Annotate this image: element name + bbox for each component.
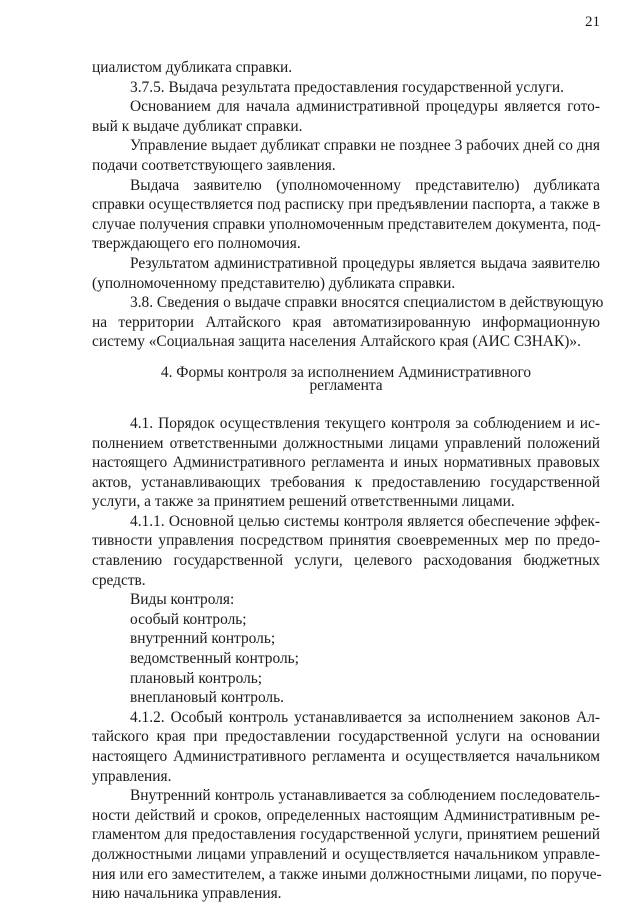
text-line: 4.1.2. Особый контроль устанавливается за исполнением законов Ал- bbox=[130, 708, 600, 726]
text-line: внеплановый контроль. bbox=[130, 689, 284, 707]
text-line: Результатом административной процедуры является выдача заявителю bbox=[130, 254, 600, 272]
text-line: внутренний контроль; bbox=[130, 630, 276, 648]
text-line: особый контроль; bbox=[130, 610, 247, 628]
section-title bbox=[92, 363, 600, 394]
text-line: тивности управления посредством принятия своевременных мер по предо- bbox=[92, 532, 600, 550]
section-title-line: регламента bbox=[309, 376, 383, 394]
text-line: полнением ответственными должностными лицами управлений положений bbox=[92, 434, 600, 452]
text-line: ставлению государственной услуги, целевого расходования бюджетных bbox=[92, 552, 600, 570]
text-line: гламентом для предоставления государственной услуги, принятием решений bbox=[92, 826, 600, 844]
text-line: средств. bbox=[92, 571, 146, 589]
text-line: справки осуществляется под расписку при предъявлении паспорта, а также в bbox=[92, 196, 600, 214]
page-number: 21 bbox=[585, 14, 600, 30]
section-title-line: 4. Формы контроля за исполнением Административного bbox=[160, 363, 532, 381]
text-line: вый к выдаче дубликат справки. bbox=[92, 117, 303, 135]
document-body bbox=[92, 58, 604, 904]
text-line: 4.1. Порядок осуществления текущего контроля за соблюдением и ис- bbox=[130, 414, 600, 432]
text-line: на территории Алтайского края автоматизированную информационную bbox=[92, 313, 600, 331]
text-line: Управление выдает дубликат справки не позднее 3 рабочих дней со дня bbox=[130, 137, 600, 155]
text-line: настоящего Административного регламента и осуществляется начальником bbox=[92, 748, 600, 765]
text-line: Внутренний контроль устанавливается за соблюдением последователь- bbox=[130, 787, 600, 805]
text-line: ния или его заместителем, а также иными должностными лицами, по поруче- bbox=[92, 865, 602, 883]
text-line: 4.1.1. Основной целью системы контроля является обеспечение эффек- bbox=[130, 512, 600, 530]
text-line: Виды контроля: bbox=[130, 591, 235, 609]
text-line: 3.8. Сведения о выдаче справки вносятся специалистом в действующую bbox=[130, 294, 604, 312]
text-line: систему «Социальная защита населения Алтайского края (АИС СЗНАК)». bbox=[92, 333, 581, 351]
text-line: Основанием для начала административной процедуры является гото- bbox=[130, 98, 600, 116]
text-line: должностными лицами управлений и осуществляется начальником управле- bbox=[92, 845, 600, 863]
text-line: случае получения справки уполномоченным представителем документа, под- bbox=[92, 215, 601, 233]
text-line: циалистом дубликата справки. bbox=[92, 59, 293, 76]
text-line: настоящего Административного регламента и иных нормативных правовых bbox=[92, 454, 600, 472]
text-line: актов, устанавливающих требования к предоставлению государственной bbox=[92, 473, 600, 491]
text-line: тверждающего его полномочия. bbox=[92, 235, 301, 253]
text-line: услуги, а также за принятием решений ответственными лицами. bbox=[92, 493, 515, 511]
text-line: ности действий и сроков, определенных настоящим Административным ре- bbox=[92, 806, 600, 824]
text-line: нию начальника управления. bbox=[92, 885, 282, 903]
text-line: подачи соответствующего заявления. bbox=[92, 156, 336, 174]
text-line: 3.7.5. Выдача результата предоставления государственной услуги. bbox=[130, 78, 564, 96]
text-line: ведомственный контроль; bbox=[130, 650, 299, 668]
text-line: плановый контроль; bbox=[130, 669, 263, 687]
text-line: управления. bbox=[92, 767, 172, 785]
text-line: тайского края при предоставлении государственной услуги на основании bbox=[92, 728, 600, 746]
text-line: Выдача заявителю (уполномоченному представителю) дубликата bbox=[130, 176, 600, 194]
text-line: (уполномоченному представителю) дубликата справки. bbox=[92, 274, 456, 292]
